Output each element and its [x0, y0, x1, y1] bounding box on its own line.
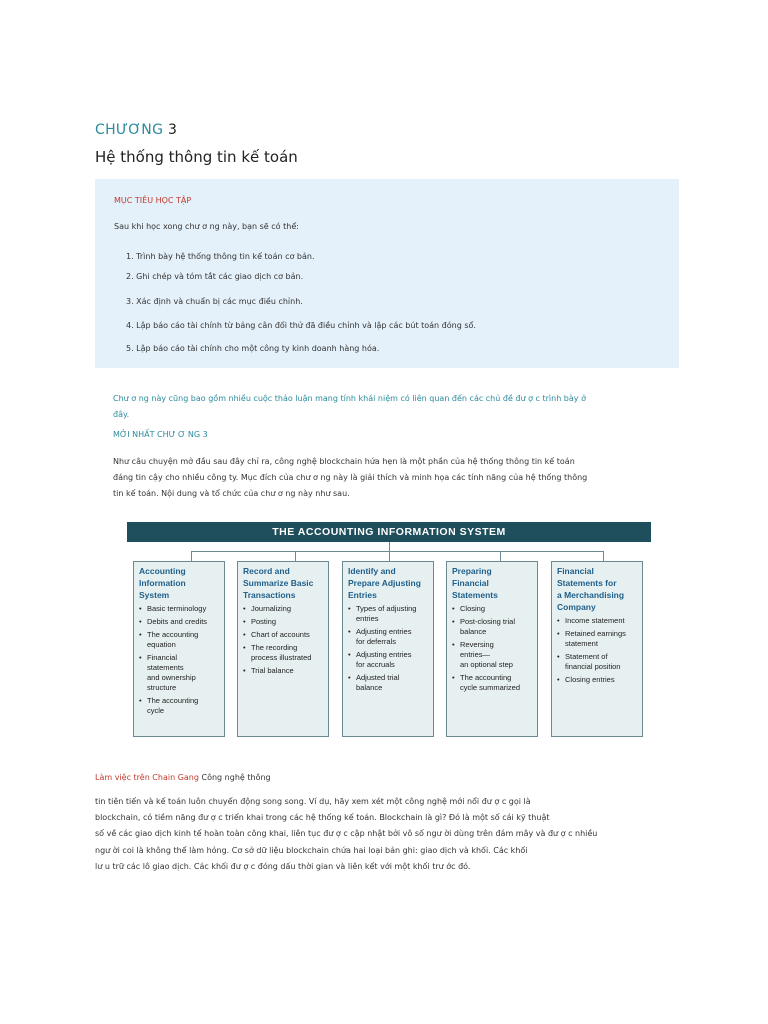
diagram-list-item: • Financial statements and ownership structure — [139, 653, 220, 693]
chapter-label — [95, 122, 177, 138]
chapter-preview-label: MỞI NHẤT CHƯ Ơ NG 3 — [113, 430, 208, 439]
diagram-list-item: • Basic terminology — [139, 604, 220, 614]
diagram-column-list — [139, 604, 220, 716]
diagram-list-item: • Chart of accounts — [243, 630, 324, 640]
diagram-list-item: • Post-closing trial balance — [452, 617, 533, 637]
diagram-list-item: • Journalizing — [243, 604, 324, 614]
diagram-list-item: • Statement of financial position — [557, 652, 638, 672]
feature-paragraph-line: ngư ời coi là không thể làm hỏng. Cơ sở dữ liệu blockchain chứa hai loại bản ghi: giao dịch và khối. Các khối — [95, 846, 528, 855]
feature-paragraph-line: số về các giao dịch kinh tế hoàn toàn công khai, liên tục đư ợ c cập nhật bởi vô số ngư ời dùng trên đám mây và đư ợ c nhiều — [95, 829, 598, 838]
diagram-column — [342, 561, 434, 737]
diagram-column-heading: Preparing Financial Statements — [452, 566, 498, 600]
chapter-note-line: đây. — [113, 410, 130, 419]
feature-title: Làm việc trên Chain Gang — [95, 773, 199, 782]
intro-paragraph-line: đáng tin cậy cho nhiều công ty. Mục đích của chư ơ ng này là giải thích và minh họa các tính năng của hệ thống thông — [113, 473, 588, 482]
diagram-column-heading: Identify and Prepare Adjusting Entries — [348, 566, 421, 600]
objective-item: 5. Lập báo cáo tài chính cho một công ty kinh doanh hàng hóa. — [126, 344, 380, 353]
diagram-column-heading: Record and Summarize Basic Transactions — [243, 566, 314, 600]
accounting-information-system-diagram — [127, 522, 651, 738]
diagram-list-item: • The accounting equation — [139, 630, 220, 650]
objective-item: 4. Lập báo cáo tài chính từ bảng cân đối thử đã điều chỉnh và lập các bút toán đóng sổ. — [126, 321, 476, 330]
diagram-list-item: • Trial balance — [243, 666, 324, 676]
feature-paragraph-line: tin tiên tiến và kế toán luôn chuyển động song song. Ví dụ, hãy xem xét một công nghệ mới nổi đư ợ c gọi là — [95, 797, 531, 806]
diagram-title: THE ACCOUNTING INFORMATION SYSTEM — [127, 522, 651, 542]
connector-line — [603, 551, 604, 561]
objective-item: 2. Ghi chép và tóm tắt các giao dịch cơ bản. — [126, 272, 304, 281]
feature-title-line — [95, 773, 271, 782]
diagram-list-item: • Closing entries — [557, 675, 638, 685]
diagram-list-item: • Reversing entries— an optional step — [452, 640, 533, 670]
diagram-column-list — [452, 604, 533, 693]
diagram-list-item: • Adjusting entries for accruals — [348, 650, 429, 670]
connector-line — [191, 551, 604, 552]
objectives-intro: Sau khi học xong chư ơ ng này, bạn sẽ có thể: — [114, 222, 299, 231]
diagram-column — [237, 561, 329, 737]
diagram-list-item: • Income statement — [557, 616, 638, 626]
diagram-column-list — [557, 616, 638, 685]
diagram-list-item: • The accounting cycle summarized — [452, 673, 533, 693]
chapter-title: Hệ thống thông tin kế toán — [95, 148, 298, 166]
diagram-list-item: • Posting — [243, 617, 324, 627]
connector-line — [295, 551, 296, 561]
diagram-list-item: • The accounting cycle — [139, 696, 220, 716]
intro-paragraph-line: Như câu chuyện mở đầu sau đây chỉ ra, công nghệ blockchain hứa hẹn là một phần của hệ thống thông tin kế toán — [113, 457, 575, 466]
diagram-column — [446, 561, 538, 737]
diagram-column-heading: Financial Statements for a Merchandising Company — [557, 566, 625, 612]
objective-item: 3. Xác định và chuẩn bị các mục điều chỉnh. — [126, 297, 303, 306]
intro-paragraph-line: tin kế toán. Nội dung và tổ chức của chư ơ ng này như sau. — [113, 489, 350, 498]
diagram-list-item: • Types of adjusting entries — [348, 604, 429, 624]
chapter-label-word: CHƯƠNG — [95, 122, 164, 138]
diagram-list-item: • Adjusted trial balance — [348, 673, 429, 693]
diagram-column — [551, 561, 643, 737]
objectives-heading: MỤC TIÊU HỌC TẬP — [114, 196, 192, 205]
diagram-list-item: • Adjusting entries for deferrals — [348, 627, 429, 647]
diagram-column-list — [348, 604, 429, 693]
chapter-label-number: 3 — [167, 122, 178, 138]
feature-paragraph-line: lư u trữ các lô giao dịch. Các khối đư ợ c đóng dấu thời gian và liên kết với một khối trư ớc đó. — [95, 862, 471, 871]
chapter-note-line: Chư ơ ng này cũng bao gồm nhiều cuộc thảo luận mang tính khái niệm có liên quan đến các chủ đề đư ợ c trình bày ở — [113, 394, 586, 403]
feature-title-suffix: Công nghệ thông — [201, 773, 271, 782]
diagram-list-item: • Debits and credits — [139, 617, 220, 627]
learning-objectives-box — [95, 179, 679, 368]
feature-paragraph-line: blockchain, có tiềm năng đư ợ c triển khai trong các hệ thống kế toán. Blockchain là gì? Đó là một số cái kỹ thuật — [95, 813, 550, 822]
connector-line — [500, 551, 501, 561]
diagram-list-item: • Closing — [452, 604, 533, 614]
diagram-list-item: • Retained earnings statement — [557, 629, 638, 649]
diagram-list-item: • The recording process illustrated — [243, 643, 324, 663]
objective-item: 1. Trình bày hệ thống thông tin kế toán cơ bản. — [126, 252, 315, 261]
diagram-column-list — [243, 604, 324, 676]
connector-line — [191, 551, 192, 561]
diagram-column — [133, 561, 225, 737]
diagram-column-heading: Accounting Information System — [139, 566, 186, 600]
